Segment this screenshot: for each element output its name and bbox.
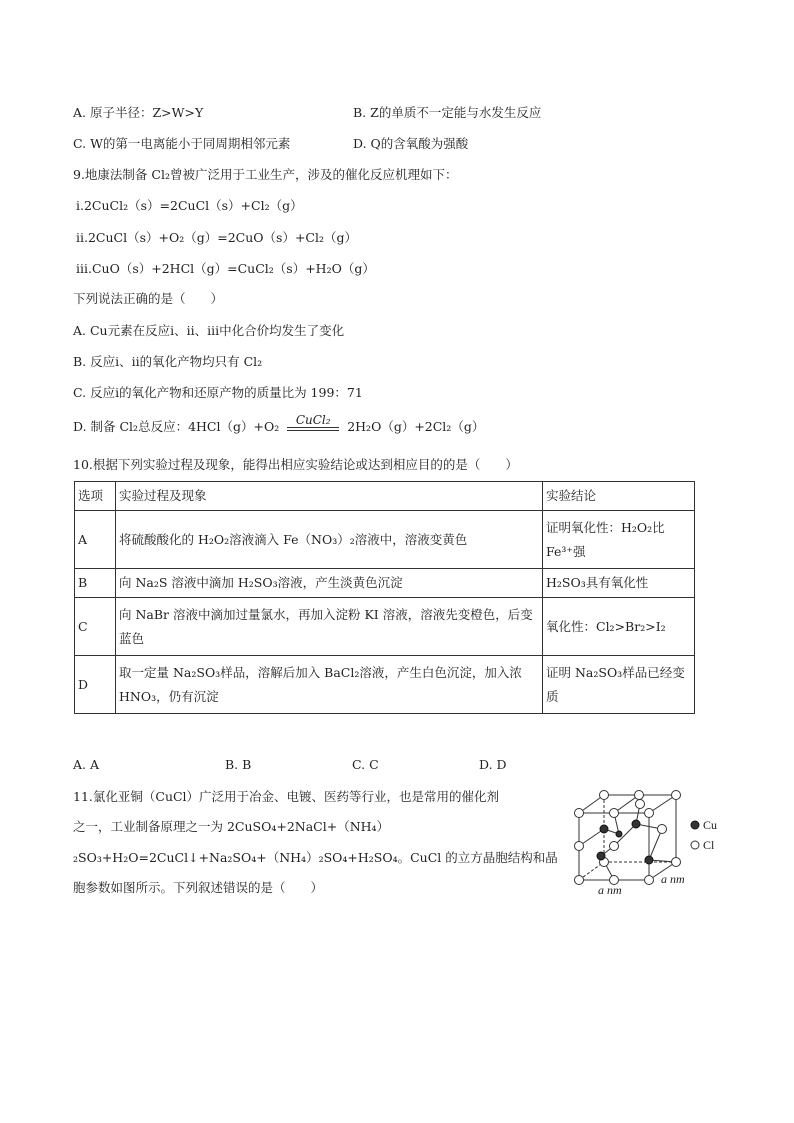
- catalyst-arrow: [287, 413, 339, 431]
- header-conclusion: 实验结论: [543, 482, 695, 511]
- row-option: A: [75, 511, 116, 569]
- table-row: [75, 511, 695, 569]
- q10-option-a[interactable]: A. A: [73, 757, 100, 772]
- q9-step-2: ⅱ.2CuCl（s）+O₂（g）=2CuO（s）+Cl₂（g）: [76, 230, 358, 245]
- q8-option-b[interactable]: B. Z的单质不一定能与水发生反应: [353, 105, 542, 120]
- q9-option-c[interactable]: C. 反应ⅰ的氧化产物和还原产物的质量比为 199：71: [73, 385, 363, 400]
- row-procedure: 将硫酸酸化的 H₂O₂溶液滴入 Fe（NO₃）₂溶液中，溶液变黄色: [116, 511, 543, 569]
- experiment-table: [74, 481, 695, 714]
- q11-line-4: 胞参数如图所示。下列叙述错误的是（ ）: [73, 880, 324, 895]
- legend-cl-label: Cl: [703, 838, 715, 852]
- row-conclusion: 氧化性：Cl₂>Br₂>I₂: [543, 598, 695, 656]
- row-conclusion: H₂SO₃具有氧化性: [543, 569, 695, 598]
- cucl-unit-cell-diagram: [566, 784, 730, 896]
- q11-line-3: ₂SO₃+H₂O=2CuCl↓+Na₂SO₄+（NH₄）₂SO₄+H₂SO₄。CuCl 的立方晶胞结构和晶: [73, 850, 558, 865]
- row-option: B: [75, 569, 116, 598]
- q10-stem: 10.根据下列实验过程及现象，能得出相应实验结论或达到相应目的的是（ ）: [73, 457, 518, 472]
- q9-option-b[interactable]: B. 反应ⅰ、ⅱ的氧化产物均只有 Cl₂: [73, 354, 263, 369]
- row-procedure: 取一定量 Na₂SO₃样品，溶解后加入 BaCl₂溶液，产生白色沉淀，加入浓 HNO₃，仍有沉淀: [116, 656, 543, 714]
- header-option: 选项: [75, 482, 116, 511]
- q9-question: 下列说法正确的是（ ）: [73, 291, 224, 306]
- q11-line-1: 11.氯化亚铜（CuCl）广泛用于冶金、电镀、医药等行业，也是常用的催化剂: [73, 789, 500, 804]
- table-row: [75, 598, 695, 656]
- row-option: D: [75, 656, 116, 714]
- q8-option-a[interactable]: A. 原子半径：Z>W>Y: [73, 105, 204, 120]
- q10-option-d[interactable]: D. D: [479, 757, 507, 772]
- row-procedure: 向 Na₂S 溶液中滴加 H₂SO₃溶液，产生淡黄色沉淀: [116, 569, 543, 598]
- equals-bar: [287, 427, 339, 431]
- row-procedure: 向 NaBr 溶液中滴加过量氯水，再加入淀粉 KI 溶液，溶液先变橙色，后变蓝色: [116, 598, 543, 656]
- q9-step-1: ⅰ.2CuCl₂（s）=2CuCl（s）+Cl₂（g）: [76, 198, 303, 213]
- legend-cu-label: Cu: [703, 818, 718, 832]
- catalyst-label: CuCl₂: [295, 412, 331, 427]
- row-option: C: [75, 598, 116, 656]
- q9-option-d[interactable]: [73, 412, 485, 437]
- header-procedure: 实验过程及现象: [116, 482, 543, 511]
- row-conclusion: 证明 Na₂SO₃样品已经变质: [543, 656, 695, 714]
- table-row: [75, 569, 695, 598]
- q8-option-d[interactable]: D. Q的含氧酸为强酸: [353, 136, 469, 151]
- q10-option-b[interactable]: B. B: [225, 757, 252, 772]
- table-header-row: [75, 482, 695, 511]
- q9-option-d-left: D. 制备 Cl₂总反应：4HCl（g）+O₂: [73, 419, 280, 434]
- table-row: [75, 656, 695, 714]
- q8-option-c[interactable]: C. W的第一电离能小于同周期相邻元素: [73, 136, 291, 151]
- q11-line-2: 之一，工业制备原理之一为 2CuSO₄+2NaCl+（NH₄）: [73, 819, 390, 834]
- q9-step-3: ⅲ.CuO（s）+2HCl（g）=CuCl₂（s）+H₂O（g）: [76, 261, 375, 276]
- q9-option-d-right: 2H₂O（g）+2Cl₂（g）: [347, 419, 485, 434]
- q10-option-c[interactable]: C. C: [352, 757, 379, 772]
- q9-option-a[interactable]: A. Cu元素在反应ⅰ、ⅱ、ⅲ中化合价均发生了变化: [73, 323, 345, 338]
- row-conclusion: 证明氧化性：H₂O₂比 Fe³⁺强: [543, 511, 695, 569]
- edge-length-label: a nm: [598, 883, 622, 896]
- q9-stem: 9.地康法制备 Cl₂曾被广泛用于工业生产，涉及的催化反应机理如下：: [73, 167, 458, 182]
- depth-length-label: a nm: [661, 872, 685, 886]
